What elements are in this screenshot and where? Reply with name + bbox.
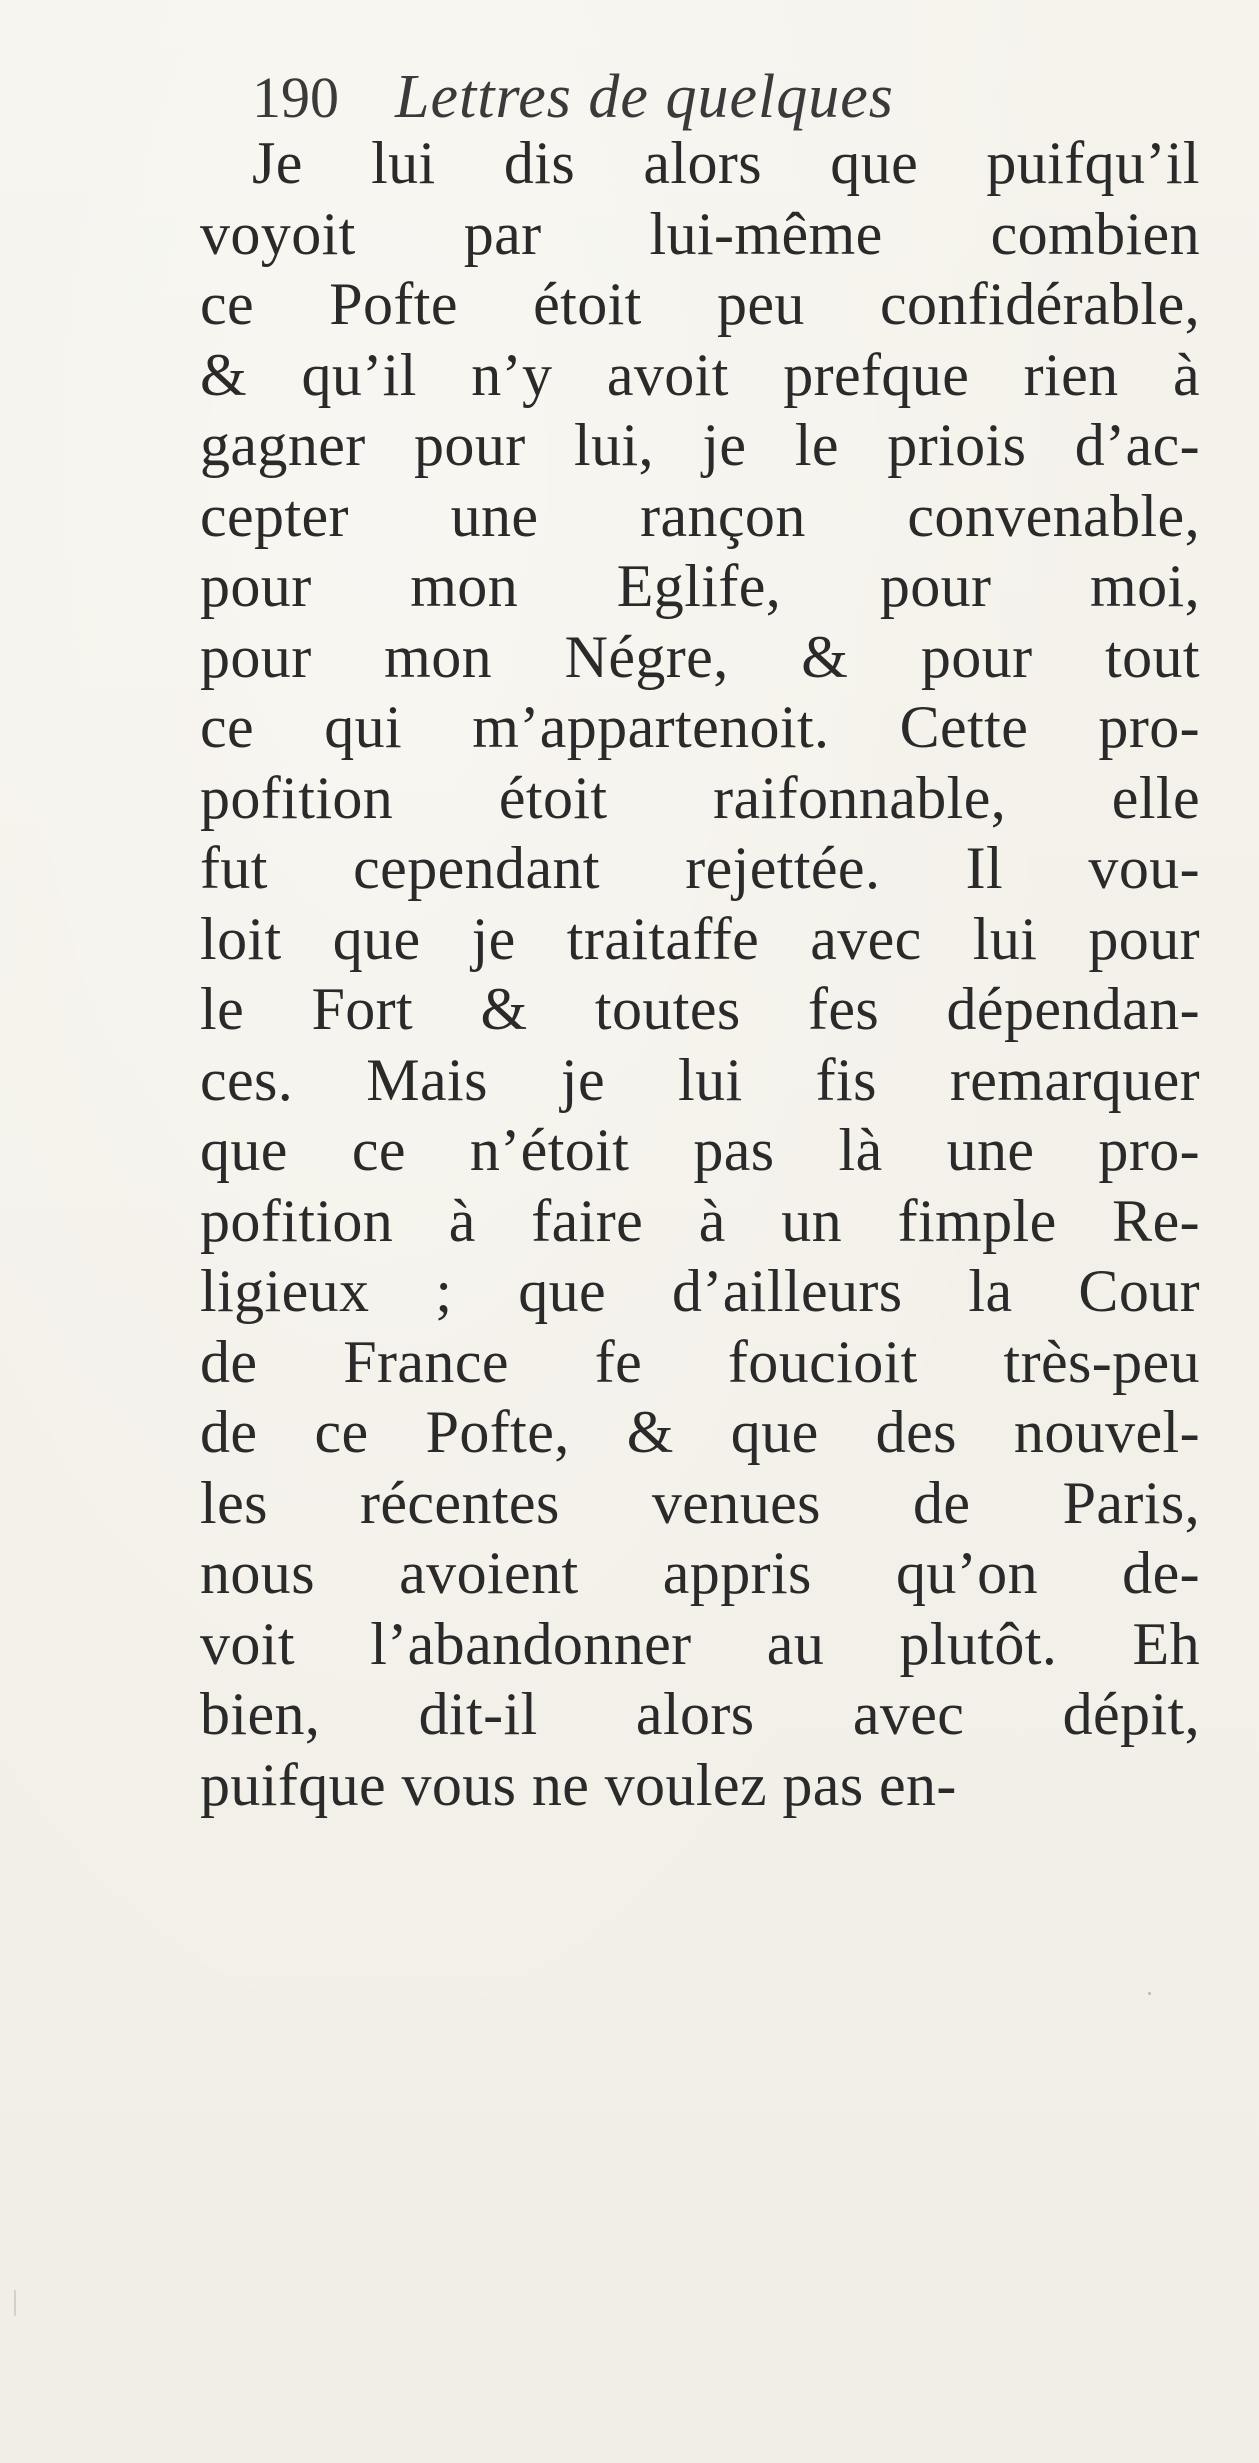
text-line: fut cependant rejettée. Il vou-: [200, 835, 1200, 901]
text-line: ce Pofte étoit peu confidérable,: [200, 271, 1200, 337]
text-line: loit que je traitaffe avec lui pour: [200, 905, 1200, 972]
text-line: Je lui dis alors que puifqu’il: [252, 130, 1200, 196]
text-line: ce qui m’appartenoit. Cette pro-: [200, 694, 1200, 760]
text-line: ligieux ; que d’ailleurs la Cour: [200, 1258, 1200, 1324]
text-line: voyoit par lui-même combien: [200, 200, 1200, 267]
paper-speck: [1148, 1992, 1151, 1995]
text-line: que ce n’étoit pas là une pro-: [200, 1117, 1200, 1183]
text-line: de ce Pofte, & que des nouvel-: [200, 1399, 1200, 1465]
text-line: & qu’il n’y avoit prefque rien à: [200, 341, 1200, 408]
text-line: pofition à faire à un fimple Re-: [200, 1187, 1200, 1254]
running-head: Lettres de quelques: [395, 63, 894, 131]
body-text: [200, 128, 1250, 1820]
text-line: le Fort & toutes fes dépendan-: [200, 976, 1200, 1042]
text-line: gagner pour lui, je le priois d’ac-: [200, 412, 1200, 478]
paper-mark: [14, 2290, 16, 2316]
text-line: cepter une rançon convenable,: [200, 482, 1200, 549]
text-line: pofition étoit raifonnable, elle: [200, 764, 1200, 831]
text-line: voit l’abandonner au plutôt. Eh: [200, 1610, 1200, 1677]
text-line: de France fe foucioit très-peu: [200, 1328, 1200, 1395]
text-line: puifque vous ne voulez pas en-: [200, 1751, 957, 1818]
text-line: pour mon Eglife, pour moi,: [200, 553, 1200, 619]
text-line: pour mon Négre, & pour tout: [200, 623, 1200, 690]
text-line: les récentes venues de Paris,: [200, 1469, 1200, 1536]
page-number: 190: [252, 65, 339, 130]
text-line: nous avoient appris qu’on de-: [200, 1540, 1200, 1606]
text-line: ces. Mais je lui fis remarquer: [200, 1046, 1200, 1113]
text-line: bien, dit-il alors avec dépit,: [200, 1681, 1200, 1747]
